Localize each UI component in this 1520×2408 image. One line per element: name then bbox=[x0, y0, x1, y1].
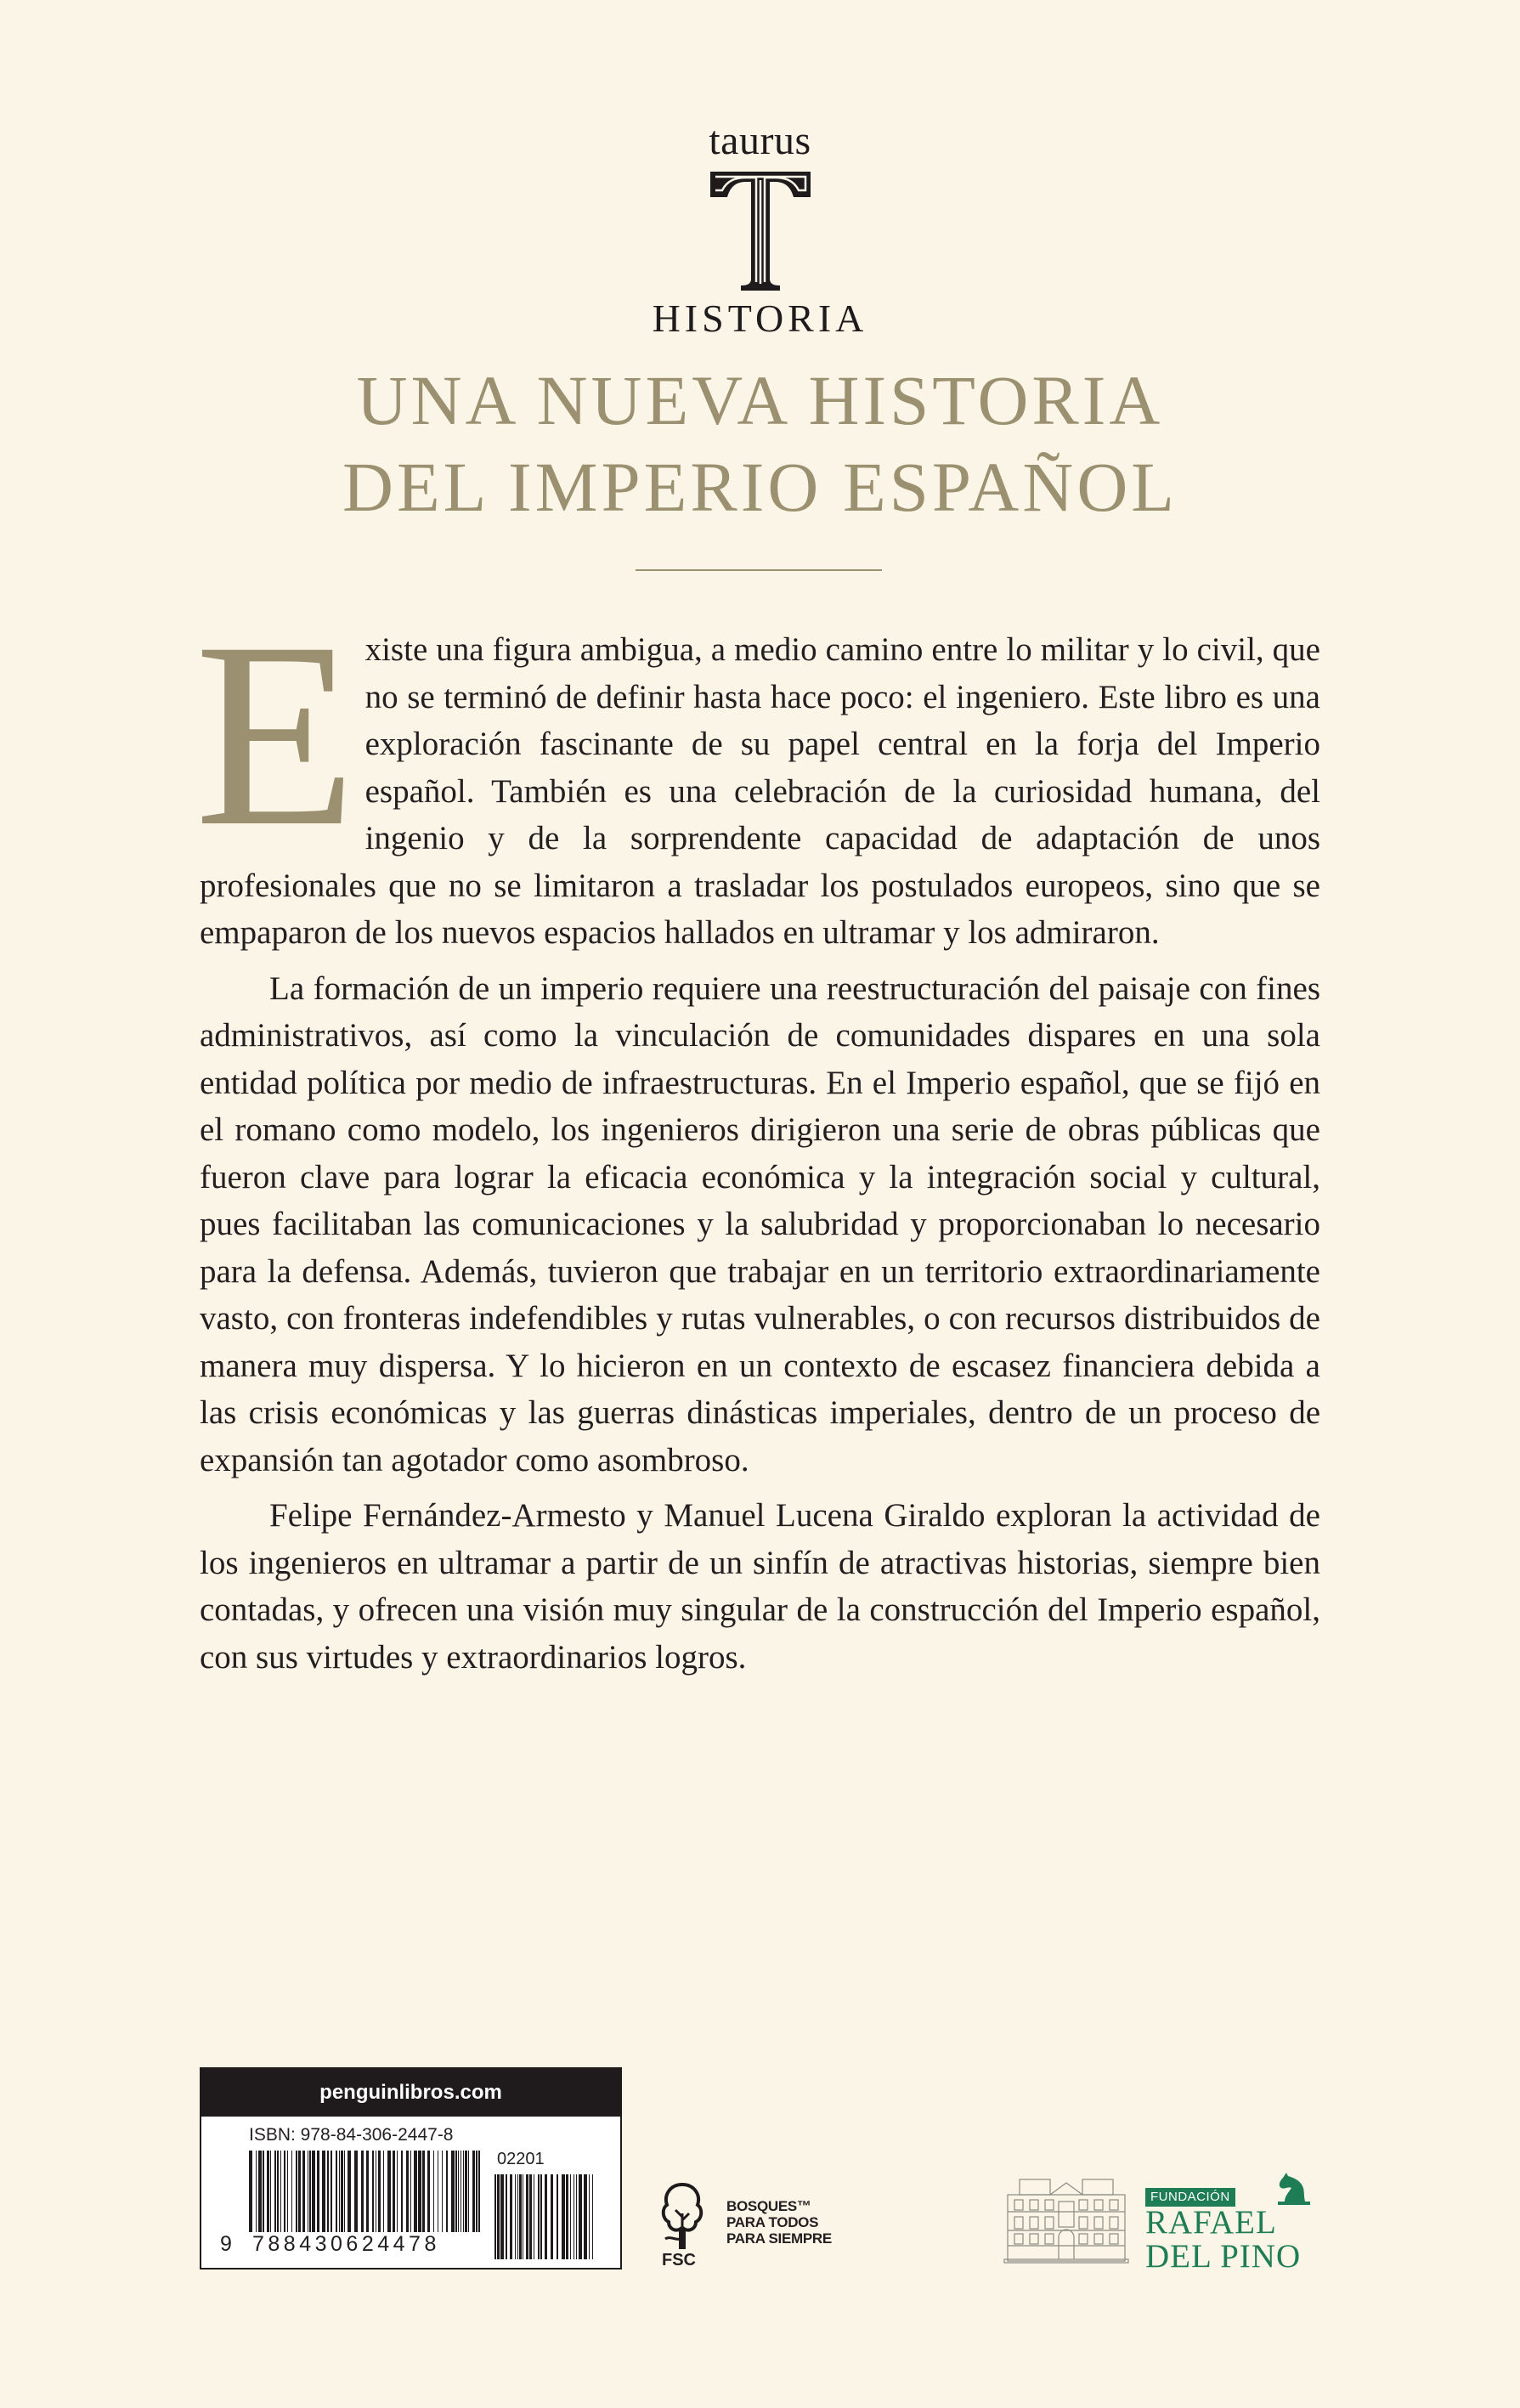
ean-digits: 788430624478 bbox=[252, 2232, 440, 2256]
barcode-bar bbox=[256, 2151, 257, 2232]
barcode-bar bbox=[478, 2151, 480, 2232]
barcode-bar bbox=[562, 2174, 565, 2259]
barcode-bar bbox=[458, 2151, 459, 2232]
paragraph-3: Felipe Fernández-Armesto y Manuel Lucena Giraldo exploran la actividad de los ingenieros en ultramar a partir de un sinfín de atractivas historias, siempre bien contadas, y ofrecen una visión muy singular de la construcción del Imperio español, con sus virtudes y extraordinarios logros. bbox=[200, 1497, 1320, 1676]
barcode-bar bbox=[296, 2151, 297, 2232]
barcode-bar bbox=[579, 2174, 582, 2259]
barcode-bar bbox=[414, 2151, 417, 2232]
foundation-label: FUNDACIÓN bbox=[1145, 2188, 1235, 2207]
paragraph-2: La formación de un imperio requiere una reestructuración del paisaje con fines administrativos, así como la vinculación de comunidades dispares en una sola entidad política por medio de infraestructuras. En el Imperio español, que se fijó en el romano como modelo, los ingenieros dirigieron una serie de obras públicas que fueron clave para lograr la eficacia económica y la integración social y cultural, pues facilitaban las comunicaciones y la salubridad y proporcionaban lo necesario para la defensa. Además, tuvieron que trabajar en un territorio extraordinariamente vasto, con fronteras indefendibles y rutas vulnerables, o con recursos distribuidos de manera muy dispersa. Y lo hicieron en un contexto de escasez financiera debida a las crisis económicas y las guerras dinásticas imperiales, dentro de un proceso de expansión tan agotador como asombroso. bbox=[200, 969, 1320, 1478]
barcode-bar bbox=[291, 2151, 292, 2232]
paragraph-1-text: xiste una figura ambigua, a medio camino entre lo militar y lo civil, que no se terminó de definir hasta hace poco: el ingeniero. Este libro es una exploración fascinante de su papel central en la forja del Imperio español. También es una celebración de la curiosidad humana, del ingenio y de la sorprendente capacidad de adaptación de unos profesionales que no se limitaron a trasladar los postulados europeos, sino que se empaparon de los nuevos espacios hallados en ultramar y los admiraron. bbox=[200, 631, 1320, 951]
barcode-bar bbox=[589, 2174, 590, 2259]
blurb bbox=[195, 588, 1320, 1689]
fsc-line-3: PARA SIEMPRE bbox=[726, 2230, 832, 2247]
headline-line-2: DEL IMPERIO ESPAÑOL bbox=[342, 448, 1178, 526]
addon-barcode bbox=[494, 2174, 595, 2259]
foundation-name-line-2: DEL PINO bbox=[1145, 2238, 1302, 2275]
headline bbox=[0, 357, 1520, 530]
fsc-line-2: PARA TODOS bbox=[726, 2214, 819, 2230]
barcode-bar bbox=[519, 2174, 522, 2259]
barcode-bar bbox=[592, 2174, 593, 2259]
barcode-bar bbox=[465, 2151, 467, 2232]
barcode-bar bbox=[455, 2151, 457, 2232]
barcode-bar bbox=[274, 2151, 276, 2232]
barcode-bar bbox=[327, 2151, 329, 2232]
barcode-bar bbox=[422, 2151, 425, 2232]
publisher-logo bbox=[0, 119, 1520, 341]
barcode-bar bbox=[249, 2151, 252, 2232]
barcode-bar bbox=[538, 2174, 540, 2259]
barcode-bar bbox=[331, 2151, 332, 2232]
barcode-bar bbox=[427, 2151, 430, 2232]
barcode-bar bbox=[500, 2174, 504, 2259]
taurus-t-icon bbox=[705, 167, 816, 294]
barcode-bar bbox=[354, 2151, 358, 2232]
barcode-bar bbox=[263, 2151, 264, 2232]
barcode-bar bbox=[387, 2151, 391, 2232]
fsc-slogan bbox=[726, 2198, 832, 2247]
barcode-bar bbox=[576, 2174, 577, 2259]
barcode-bar bbox=[451, 2151, 455, 2232]
headline-line-1: UNA NUEVA HISTORIA bbox=[356, 361, 1164, 439]
barcode-bar bbox=[270, 2151, 271, 2232]
barcode-bar bbox=[418, 2151, 421, 2232]
barcode-bar bbox=[348, 2151, 351, 2232]
barcode-bar bbox=[401, 2151, 403, 2232]
barcode-bar bbox=[378, 2151, 381, 2232]
barcode-bar bbox=[545, 2174, 547, 2259]
barcode-bar bbox=[397, 2151, 398, 2232]
divider-rule bbox=[636, 569, 882, 571]
barcode-bar bbox=[529, 2174, 532, 2259]
barcode-bar bbox=[372, 2151, 374, 2232]
barcode-bar bbox=[446, 2151, 448, 2232]
barcode-bar bbox=[339, 2151, 340, 2232]
barcode-bar bbox=[540, 2174, 542, 2259]
barcode-bar bbox=[312, 2151, 315, 2232]
chess-knight-icon bbox=[1274, 2171, 1314, 2207]
barcode-bar bbox=[517, 2174, 518, 2259]
barcode-bar bbox=[383, 2151, 384, 2232]
barcode-bar bbox=[497, 2174, 500, 2259]
barcode-bar bbox=[442, 2151, 443, 2232]
barcode-bar bbox=[393, 2151, 395, 2232]
barcode-bar bbox=[322, 2151, 325, 2232]
barcode-bar bbox=[267, 2151, 269, 2232]
barcode-bar bbox=[298, 2151, 301, 2232]
barcode-bar bbox=[510, 2174, 512, 2259]
building-illustration-icon bbox=[1003, 2171, 1130, 2264]
collection-name: HISTORIA bbox=[652, 297, 868, 340]
isbn-text: ISBN: 978-84-306-2447-8 bbox=[249, 2125, 454, 2145]
addon-number: 02201 bbox=[497, 2150, 545, 2168]
barcode-bar bbox=[366, 2151, 369, 2232]
barcode-bar bbox=[476, 2151, 477, 2232]
barcode-bar bbox=[433, 2151, 434, 2232]
barcode-bar bbox=[277, 2151, 279, 2232]
barcode-block bbox=[200, 2067, 622, 2270]
barcode-bar bbox=[287, 2151, 288, 2232]
dropcap: E bbox=[195, 588, 357, 881]
ean-first-digit: 9 bbox=[220, 2232, 232, 2256]
barcode-bar bbox=[506, 2174, 507, 2259]
barcode-bar bbox=[557, 2174, 558, 2259]
barcode-bar bbox=[410, 2151, 411, 2232]
barcode-bar bbox=[317, 2151, 319, 2232]
barcode-bar bbox=[309, 2151, 311, 2232]
barcode-bar bbox=[258, 2151, 262, 2232]
barcode-bar bbox=[344, 2151, 345, 2232]
barcode-bar bbox=[361, 2151, 364, 2232]
barcode-bar bbox=[302, 2151, 305, 2232]
barcode-bar bbox=[472, 2151, 475, 2232]
fsc-code: FSC bbox=[662, 2251, 696, 2270]
barcode-bar bbox=[463, 2151, 464, 2232]
barcode-bar bbox=[341, 2151, 343, 2232]
paragraph-1 bbox=[195, 588, 1320, 957]
barcode-bar bbox=[284, 2151, 285, 2232]
barcode-bar bbox=[551, 2174, 553, 2259]
foundation-name bbox=[1145, 2206, 1301, 2274]
barcode-bar bbox=[566, 2174, 568, 2259]
barcode-bar bbox=[280, 2151, 281, 2232]
barcode-bar bbox=[526, 2174, 528, 2259]
barcode-bar bbox=[468, 2151, 469, 2232]
barcode-bar bbox=[584, 2174, 587, 2259]
website-label: penguinlibros.com bbox=[201, 2069, 620, 2117]
barcode-bar bbox=[336, 2151, 337, 2232]
ean-barcode bbox=[249, 2151, 483, 2232]
barcode-bar bbox=[406, 2151, 409, 2232]
publisher-brand: taurus bbox=[709, 118, 811, 163]
fsc-line-1: BOSQUES™ bbox=[726, 2198, 811, 2214]
barcode-bar bbox=[494, 2174, 496, 2259]
fsc-logo bbox=[658, 2179, 879, 2273]
barcode-bar bbox=[570, 2174, 571, 2259]
fsc-tree-icon bbox=[658, 2179, 706, 2256]
barcode-bar bbox=[515, 2174, 516, 2259]
foundation-name-line-1: RAFAEL bbox=[1145, 2204, 1277, 2241]
